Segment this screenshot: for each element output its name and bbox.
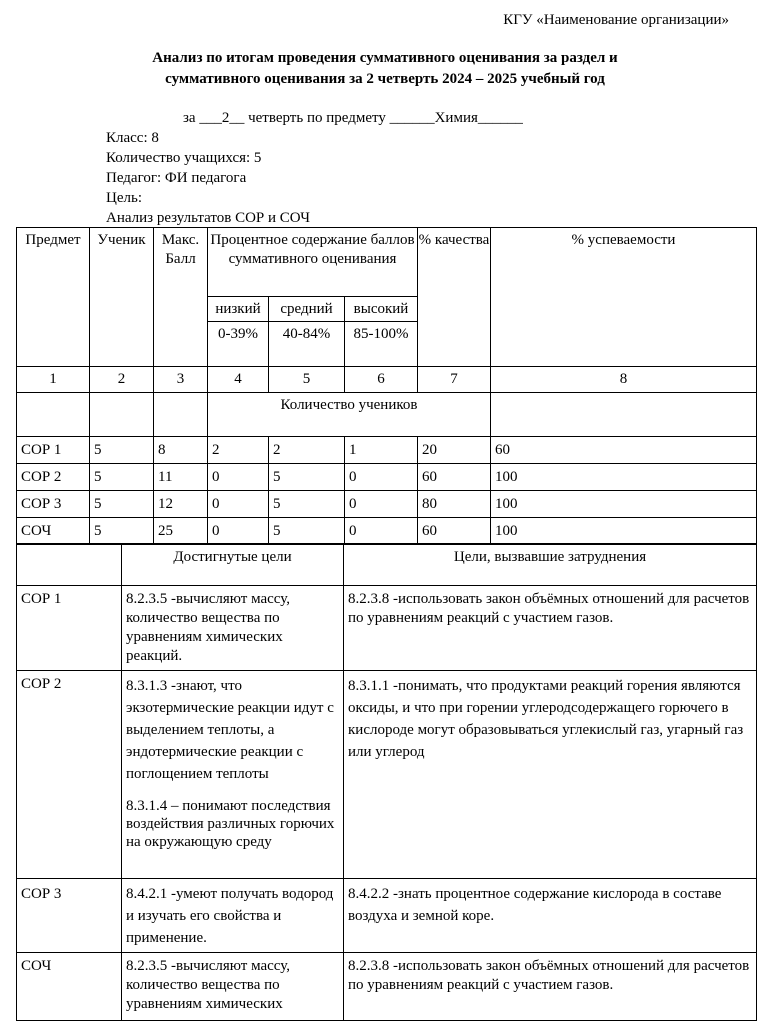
results-table	[16, 227, 757, 545]
header-max-score: Макс. Балл	[154, 228, 208, 367]
cell-low: 0	[208, 491, 269, 518]
teacher-info: Педагог: ФИ педагога	[106, 170, 247, 186]
cell-quality: 80	[418, 491, 491, 518]
cell-students: 5	[90, 491, 154, 518]
cell-quality: 20	[418, 437, 491, 464]
achieved-goal: 8.3.1.4 – понимают последствия воздействия различных горючих на окружающую среду	[126, 798, 335, 850]
achieved-goal: 8.2.3.5 -вычисляют массу, количество вещества по уравнениям химических реакций.	[122, 586, 344, 671]
header-subject: Предмет	[17, 228, 90, 367]
cell-quality: 60	[418, 464, 491, 491]
header-progress: % успеваемости	[491, 228, 757, 367]
table-row	[17, 518, 757, 545]
column-number: 6	[345, 367, 418, 393]
table-row	[17, 437, 757, 464]
empty-cell	[491, 393, 757, 437]
difficult-goal: 8.2.3.8 -использовать закон объёмных отношений для расчетов по уравнениям реакций с участием газов.	[344, 953, 757, 1021]
cell-students: 5	[90, 518, 154, 545]
goals-row-label: СОР 2	[17, 671, 122, 879]
achieved-goal: 8.4.2.1 -умеют получать водород и изучать его свойства и применение.	[122, 879, 344, 953]
header-difficult-goals: Цели, вызвавшие затруднения	[344, 544, 757, 586]
cell-medium: 2	[269, 437, 345, 464]
header-low-range: 0-39%	[208, 322, 269, 367]
header-student-count: Количество учеников	[208, 393, 491, 437]
column-number: 8	[491, 367, 757, 393]
row-label: СОР 2	[17, 464, 90, 491]
cell-medium: 5	[269, 491, 345, 518]
meta-block	[106, 128, 310, 228]
difficult-goal: 8.3.1.1 -понимать, что продуктами реакций горения являются оксиды, и что при горении углеродсодержащего горючего в кислороде могут образовываться углекислый газ, угарный газ или углерод	[344, 671, 757, 879]
row-label: СОР 3	[17, 491, 90, 518]
cell-high: 0	[345, 491, 418, 518]
students-count: Количество учащихся: 5	[106, 150, 262, 166]
cell-low: 0	[208, 464, 269, 491]
cell-low: 2	[208, 437, 269, 464]
cell-quality: 60	[418, 518, 491, 545]
achieved-goal: 8.3.1.3 -знают, что экзотермические реакции идут с выделением теплоты, а эндотермические реакции с поглощением теплоты	[126, 678, 334, 782]
cell-max-score: 12	[154, 491, 208, 518]
achieved-goals-cell	[122, 671, 344, 879]
table-row	[17, 464, 757, 491]
row-label: СОР 1	[17, 437, 90, 464]
spacer	[126, 785, 339, 797]
cell-progress: 100	[491, 464, 757, 491]
cell-medium: 5	[269, 518, 345, 545]
goals-row-label: СОР 1	[17, 586, 122, 671]
cell-medium: 5	[269, 464, 345, 491]
goals-row	[17, 879, 757, 953]
header-achieved-goals: Достигнутые цели	[122, 544, 344, 586]
cell-progress: 60	[491, 437, 757, 464]
goals-row	[17, 671, 757, 879]
cell-high: 0	[345, 518, 418, 545]
cell-max-score: 8	[154, 437, 208, 464]
goals-row-label: СОР 3	[17, 879, 122, 953]
goals-row	[17, 953, 757, 1021]
header-low: низкий	[208, 297, 269, 322]
column-numbers-row	[17, 367, 757, 393]
cell-high: 0	[345, 464, 418, 491]
cell-students: 5	[90, 464, 154, 491]
achieved-goal: 8.2.3.5 -вычисляют массу, количество вещества по уравнениям химических	[122, 953, 344, 1021]
header-percent-content: Процентное содержание баллов суммативного оценивания	[208, 228, 418, 297]
period-subject-line: за ___2__ четверть по предмету ______Химия______	[183, 110, 523, 126]
analysis-label: Анализ результатов СОР и СОЧ	[106, 210, 311, 226]
column-number: 5	[269, 367, 345, 393]
title-line-2: суммативного оценивания за 2 четверть 2024 – 2025 учебный год	[165, 71, 605, 87]
header-quality: % качества	[418, 228, 491, 367]
goals-table	[16, 543, 757, 1021]
class-info: Класс: 8	[106, 130, 159, 146]
row-label: СОЧ	[17, 518, 90, 545]
cell-max-score: 25	[154, 518, 208, 545]
column-number: 4	[208, 367, 269, 393]
goals-row-label: СОЧ	[17, 953, 122, 1021]
empty-cell	[17, 393, 90, 437]
cell-students: 5	[90, 437, 154, 464]
column-number: 1	[17, 367, 90, 393]
header-medium: средний	[269, 297, 345, 322]
goal-label: Цель:	[106, 190, 142, 206]
empty-cell	[17, 544, 122, 586]
organization-name: КГУ «Наименование организации»	[503, 12, 729, 28]
table-row	[17, 491, 757, 518]
cell-low: 0	[208, 518, 269, 545]
cell-high: 1	[345, 437, 418, 464]
column-number: 7	[418, 367, 491, 393]
column-number: 2	[90, 367, 154, 393]
difficult-goal: 8.4.2.2 -знать процентное содержание кислорода в составе воздуха и земной коре.	[344, 879, 757, 953]
difficult-goal: 8.2.3.8 -использовать закон объёмных отношений для расчетов по уравнениям реакций с участием газов.	[344, 586, 757, 671]
title-line-1: Анализ по итогам проведения суммативного оценивания за раздел и	[152, 50, 618, 66]
document-title	[0, 48, 770, 90]
empty-cell	[154, 393, 208, 437]
goals-row	[17, 586, 757, 671]
cell-max-score: 11	[154, 464, 208, 491]
header-high-range: 85-100%	[345, 322, 418, 367]
empty-cell	[90, 393, 154, 437]
cell-progress: 100	[491, 518, 757, 545]
header-high: высокий	[345, 297, 418, 322]
cell-progress: 100	[491, 491, 757, 518]
column-number: 3	[154, 367, 208, 393]
header-student: Ученик	[90, 228, 154, 367]
header-medium-range: 40-84%	[269, 322, 345, 367]
